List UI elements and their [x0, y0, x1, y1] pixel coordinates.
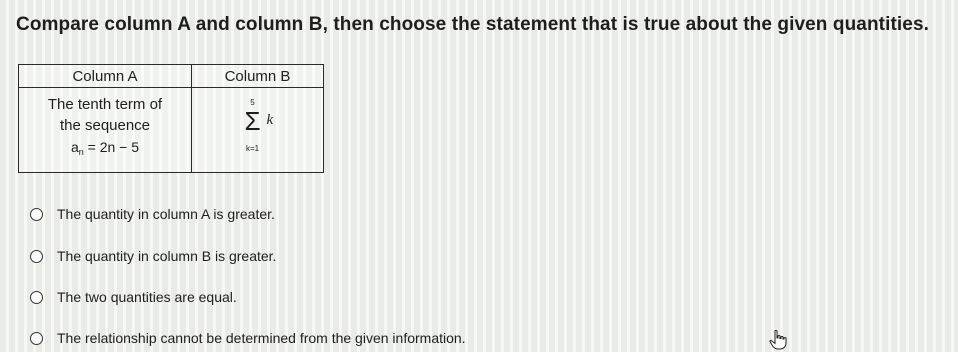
- sequence-formula: [19, 137, 191, 163]
- formula-subscript: n: [78, 147, 84, 157]
- summation-symbol: Σ: [244, 106, 261, 136]
- question-text: Compare column A and column B, then choose the statement that is true about the given quantities.: [16, 14, 930, 35]
- summation-term: k: [266, 112, 274, 128]
- summation-expression: [228, 98, 288, 158]
- column-a-line2: the sequence: [59, 117, 151, 134]
- summation-upper-limit: 5: [250, 98, 255, 107]
- option-c-label: The two quantities are equal.: [57, 289, 237, 305]
- column-b-header: Column B: [192, 65, 324, 88]
- hand-pointer-icon: [769, 330, 787, 350]
- option-b-label: The quantity in column B is greater.: [57, 248, 277, 264]
- option-c-radio[interactable]: [30, 291, 43, 304]
- formula-variable: a: [70, 139, 79, 155]
- column-a-line1: The tenth term of: [47, 96, 163, 113]
- option-c[interactable]: [30, 289, 237, 305]
- option-a-radio[interactable]: [30, 208, 43, 221]
- option-b[interactable]: [30, 248, 276, 264]
- option-a-label: The quantity in column A is greater.: [57, 206, 275, 222]
- option-d-radio[interactable]: [30, 332, 43, 345]
- option-a[interactable]: [30, 206, 275, 222]
- option-b-radio[interactable]: [30, 250, 43, 263]
- option-d[interactable]: [30, 330, 466, 346]
- column-b-cell: [192, 88, 324, 173]
- formula-rhs: = 2n − 5: [83, 139, 140, 155]
- comparison-table: [18, 64, 324, 173]
- option-d-label: The relationship cannot be determined from the given information.: [57, 330, 466, 346]
- column-a-header: Column A: [19, 65, 192, 88]
- summation-lower-limit: k=1: [245, 144, 260, 153]
- column-a-cell: [19, 88, 192, 173]
